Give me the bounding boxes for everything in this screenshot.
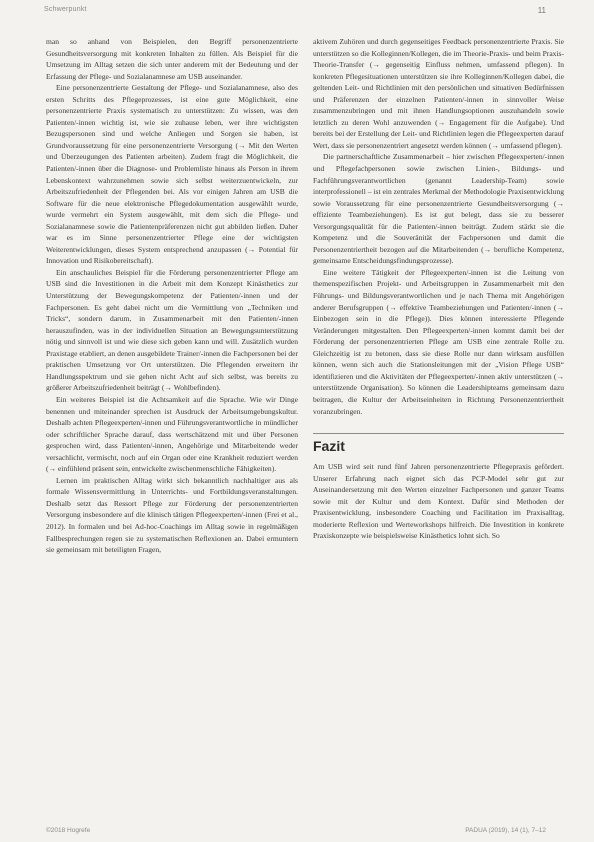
paragraph: Ein weiteres Beispiel ist die Achtsamkeit auf die Sprache. Wie wir Dinge benennen und miteinander sprechen ist Ausdruck der Arbeitsumgebungskultur. Deshalb achten Pflegeexperten/-innen und Führungsverantwortliche in mündlicher oder schriftlicher Sprache darauf, dass wertschätzend mit und über Personen gesprochen wird, dass Patienten/-innen, Angehörige und Mitarbeitende weder versachlicht, vermischt, noch auf ein Organ oder eine Krankheit reduziert werden (→ einfühlend präsent sein, entwickelte zwischenmenschliche Fähigkeiten). xyxy=(46,394,298,474)
paragraph: Eine personenzentrierte Gestaltung der Pflege- und Sozialanamnese, also des ersten Schritts des Pflegeprozesses, ist eine gute Möglichkeit, eine personenzentrierte Praxis systematisch zu unterstützen: Zu wissen, was den Patienten/-innen wichtig ist, wie sie zuhause leben, wer ihre wichtigsten Bezugspersonen sind und welche Anliegen und Sorgen sie haben, ist Grundvoraussetzung für eine personenzentrierte Versorgung (→ Mit den Werten und Überzeugungen des Patienten arbeiten). Zudem fragt die Möglichkeit, die Patienten/-innen über die Diagnose- und Problemliste hinaus als Person in ihrem Lebenskontext wahrzunehmen sowie sich selbst weiterzuentwickeln, zur Arbeitszufriedenheit der Pflegenden bei. Als vor einigen Jahren am USB die Software für die neue elektronische Pflegedokumentation ausgewählt wurde, wurde vermehrt ein System ausgewählt, mit dem sich die Pflege- und Sozialanamnese sowie die Patientenpräferenzen nicht gut abbilden ließen. Daher war es im Sinne personenzentrierter Pflege eine der wichtigsten Weiterentwicklungen, dieses System entsprechend anzupassen (→ Potential für Innovation und Risikobereitschaft). xyxy=(46,83,298,266)
running-title: Schwerpunkt xyxy=(44,6,87,13)
right-column xyxy=(313,36,564,816)
footer-citation: PADUA (2019), 14 (1), 7–12 xyxy=(465,827,546,834)
section-heading-fazit: Fazit xyxy=(313,433,564,455)
paragraph: Die partnerschaftliche Zusammenarbeit – hier zwischen Pflegeexperten/-innen und Pflegefachpersonen sowie zwischen Linien-, Bildungs- und Fachführungsverantwortlichen (genannt Leadership-Team) sowie interprofessionell – ist ein zentrales Merkmal der Methodologie Praxisentwicklung sowie Voraussetzung für eine personenzentrierte Gesundheitsversorgung (→ effiziente Teambeziehungen). Es ist gut belegt, dass sie zu besserer Versorgungsqualität für die Patienten/-innen beiträgt. Zudem stärkt sie die Kompetenz und die Souveränität der Fachpersonen und damit die Personenzentriertheit bezogen auf die Mitarbeitenden (→ berufliche Kompetenz, gemeinsame Entscheidungsfindungsprozesse). xyxy=(313,152,564,266)
paragraph: man so anhand von Beispielen, den Begriff personenzentrierte Gesundheitsversorgung mit konkreten Inhalten zu füllen. Als Beispiel für die Umsetzung im Alltag setzen die sich unter anderem mit der Bedeutung und der Erfassung der Pflege- und Sozialanamnese am USB auseinander. xyxy=(46,37,298,81)
paragraph: Lernen im praktischen Alltag wirkt sich bekanntlich nachhaltiger aus als formale Wissensvermittlung in Unterrichts- und Fortbildungsveranstaltungen. Deshalb setzt das Ressort Pflege zur Förderung der personenzentrierten Versorgung insbesondere auf die klinisch tätigen Pflegeexperten/-innen (Frei et al., 2012). In formalen und bei Ad-hoc-Coachings im Alltag sowie in regelmäßigen Fallbesprechungen regen sie zu systematischen Reflexionen an. Dabei ermuntern sie gemeinsam mit beteiligten Fragen, xyxy=(46,475,298,555)
paragraph: aktivem Zuhören und durch gegenseitiges Feedback personenzentrierte Praxis. Sie unterstützen so die Kolleginnen/Kollegen, die im Theorie-Praxis- und beim Praxis-Theorie-Transfer (→ gegenseitig Einfluss nehmen, umfassend pflegen). In konkreten Pflegesituationen unterstützen sie ihre Kolleginnen/Kollegen dabei, die geltenden Leit- und Richtlinien mit den persönlichen und situativen Bedürfnissen und Präferenzen der einzelnen Patienten/-innen in sinnvoller Weise zusammenzubringen und mit ihnen Handlungsoptionen auszuhandeln sowie letztlich zu deren Wohl anzuwenden (→ Engagement für die Aufgabe). Und bereits bei der Erstellung der Leit- und Richtlinien legen die Pflegeexperten darauf Wert, dass sie personenzentriert angesetzt werden können (→ umfassend pflegen). xyxy=(313,37,564,150)
page-number: 11 xyxy=(537,6,546,15)
paragraph: Eine weitere Tätigkeit der Pflegeexperten/-innen ist die Leitung von themenspezifischen Projekt- und Arbeitsgruppen in Zusammenarbeit mit den Führungs- und Bildungsverantwortlichen und je nach Thema mit Angehörigen anderer Berufsgruppen (→ effektive Teambeziehungen und Patienten/-innen (→ Einbezogen sein in die Pflege)). Dies können interessierte Pflegende Veränderungen mitgestalten. Den Pflegeexperten/-innen kommt damit bei der Förderung der personenzentrierten Pflege am USB eine zentrale Rolle zu. Gleichzeitig ist zu betonen, dass sie diese Rolle nur dann wirksam ausfüllen können, wenn sich auch die Stationsleitungen mit der „Vision Pflege USB“ identifizieren und die Aktivitäten der Pflegeexperten/-innen aktiv unterstützen (→ unterstützende Organisation). So können die Leadershipteams gemeinsam dazu beitragen, die Kultur der Arbeitseinheiten in Richtung Personenzentriertheit voranzubringen. xyxy=(313,267,564,416)
footer-copyright: ©2018 Hogrefe xyxy=(46,827,91,834)
paragraph: Ein anschauliches Beispiel für die Förderung personenzentrierter Pflege am USB sind die Investitionen in die Arbeit mit dem Konzept Kinästhetics zur Unterstützung der Bewegungskompetenz der Patienten/-innen und der Fachpersonen. Es geht dabei nicht um die Vermittlung von „Techniken und Tricks“, sondern darum, in Zusammenarbeit mit den Patienten/-innen herauszufinden, was in der individuellen Situation an Bewegungsunterstützung nötig und sinnvoll ist und wie diese sich geben kann und will. Zusätzlich wurden Praxistage etabliert, an denen ausgebildete Trainer/-innen die Fachpersonen bei der praktischen Umsetzung vor Ort unterstützen. Die Pflegenden erweitern ihr Handlungsspektrum und sie gehen nicht Acht auf sich selbst, was bereits zu größerer Arbeitszufriedenheit beiträgt (→ Wohlbefinden). xyxy=(46,267,298,393)
paragraph: Am USB wird seit rund fünf Jahren personenzentrierte Pflegepraxis gefördert. Unserer Erfahrung nach eignet sich das PCP-Model sehr gut zur Auseinandersetzung mit den Werten einzelner Fachpersonen und ganzer Teams sowie mit der Kultur und dem Kontext. Dafür sind Methoden der Praxisentwicklung, insbesondere Coaching und Facilitation im Praxisalltag, moderierte Reflexion und Werteworkshops hilfreich. Die Investition in konkrete Praxiskonzepte wie beispielsweise Kinästhetics lohnt sich. So xyxy=(313,462,564,541)
left-column xyxy=(46,36,298,816)
